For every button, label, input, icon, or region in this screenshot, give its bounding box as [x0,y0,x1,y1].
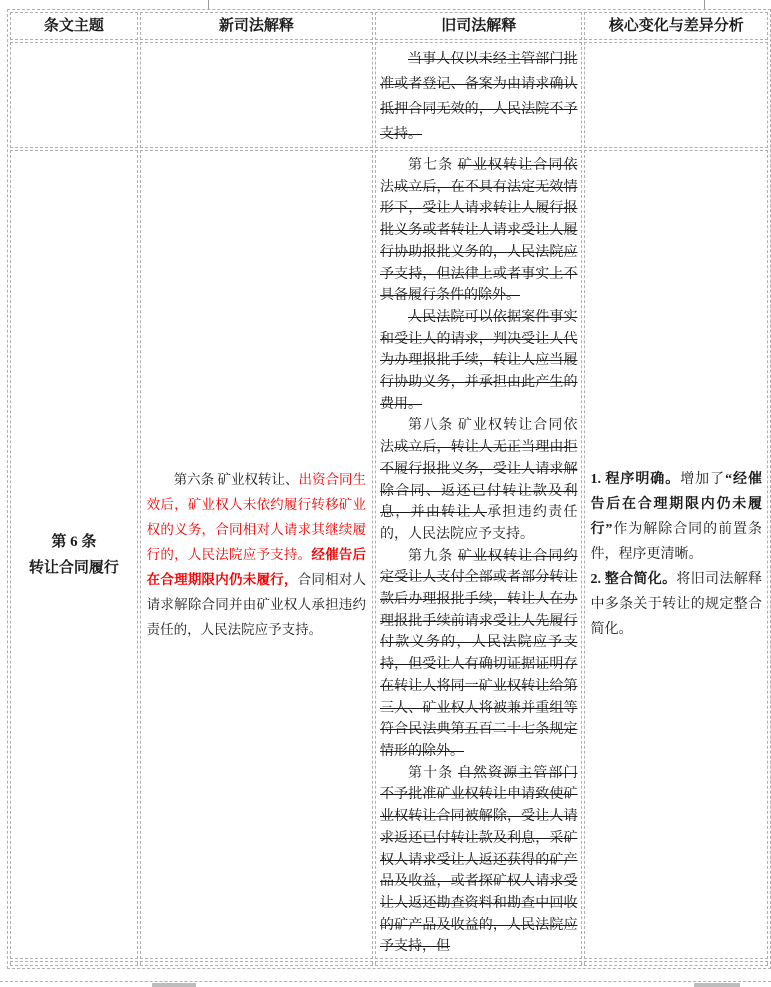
table-row-next-partial [10,961,768,966]
text-run: 增加了 [680,472,726,487]
comparison-table [7,9,771,969]
header-cell-analysis: 核心变化与差异分析 [584,12,768,40]
analysis-cell [584,150,768,959]
struck-text-run: 自然资源主管部门不予批准矿业权转让申请致使矿业权转让合同被解除，受让人请求返还已付转让款及利息，采矿权人请求受让人返还获得的矿产品及收益，或者探矿权人请求受让人返还勘查资料和勘查中回收的矿产品及收益的，人民法院应予支持，但 [380,765,578,955]
header-cell-old-interpretation: 旧司法解释 [375,12,582,40]
text-run: “经催告后在合理期限内仍未履行” [590,472,763,537]
text-run: 2. 整合简化。 [590,572,677,587]
old-interpretation-cell [375,42,582,148]
text-run: 第七条 [408,158,458,173]
text-run: 合同相对人请求解除合同并由矿业权人承担违约责任的，人民法院应予支持。 [146,572,367,637]
topic-cell-sliver [10,961,138,966]
analysis-cell-empty [584,42,768,148]
struck-text-run: 成立后，在不具有法定无效情形下，受让人请求转让人履行报批义务或者转让人请求受让人履行协助报批义务的，人民法院应予支持，但法律上或者事实上不具备履行条件的除外。 [380,179,578,304]
page-boundary-mark-bottom-left [152,983,196,987]
struck-text-run: 当事人仅以未经主管部门批准或者登记、备案为由请求确认抵押合同无效的，人民法院不予支持。 [380,52,578,142]
text-run: 第十条 [408,765,458,781]
table-row-continued [10,42,768,148]
text-run: 法 [380,179,395,195]
article-title: 转让合同履行 [28,559,119,576]
analysis-cell-sliver [584,961,768,966]
old-interpretation-cell [375,150,582,959]
paragraph [590,467,762,567]
page-boundary-mark-bottom-right [694,983,740,987]
paragraph [590,567,762,642]
paragraph [380,546,577,763]
text-run: 第八条 矿业权转让合同依法 [380,418,578,456]
text-run: 承担违约责任的，人民法院应予支持。 [380,505,578,542]
old-interpretation-cell-sliver [375,961,582,966]
new-interpretation-cell-empty [140,42,373,148]
table-row-article-6 [10,150,768,959]
paragraph [380,155,577,307]
text-run: 经催告后在合理期限内仍未履行， [146,547,367,587]
article-number: 第 6 条 [51,533,97,550]
table-header-row [10,12,768,40]
paragraph [380,47,577,147]
struck-text-run: 矿业权转让合同约定受让人支付全部或者部分转让款后办理报批手续，转让人在办理报批手续前请求受让人先履行付款义务的，人民法院应予支持，但受让人有确切证据证明存在转让人将同一矿业权转让给第三人、矿业权人将被兼并重组等符合民法典第五百二十七条规定情形的除外。 [380,548,578,759]
text-run: 出资合同生效后，矿业权人未依约履行转移矿业权的义务，合同相对人请求其继续履行的，人民法院应予支持。 [146,472,367,562]
paragraph [380,415,577,545]
struck-text-run: 人民法院可以依据案件事实和受让人的请求，判决受让人代为办理报批手续，转让人应当履行协助义务，并承担由此产生的费用。 [380,309,578,412]
text-run: 作为解除合同的前置条件，程序更清晰。 [590,522,763,562]
paragraph [380,763,577,958]
text-run: 第六条 矿业权转让、 [173,472,299,487]
new-interpretation-cell [140,150,373,959]
topic-cell-empty [10,42,138,148]
new-interpretation-paragraph [147,467,366,642]
text-run: 将旧司法解释中多条关于转让的规定整合简化。 [590,572,763,637]
header-cell-new-interpretation: 新司法解释 [140,12,373,40]
page-boundary-line-bottom [0,981,771,982]
text-run: 第九条 [408,548,458,564]
struck-text-run: 成立后，转让人无正当理由拒不履行报批义务，受让人请求解除合同、返还已付转让款及利息，并由转让人 [380,440,578,521]
struck-text-run: 矿业权转让合同依 [457,158,578,173]
text-run: 1. 程序明确。 [590,472,681,487]
header-cell-topic: 条文主题 [10,12,138,40]
new-interpretation-cell-sliver [140,961,373,966]
topic-cell [10,150,138,959]
paragraph [380,307,577,416]
